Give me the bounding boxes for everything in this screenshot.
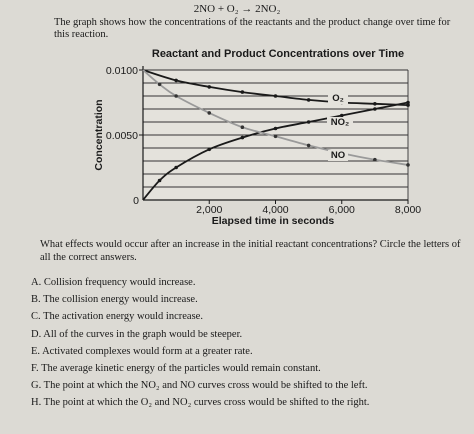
data-point-o2 — [307, 98, 311, 102]
x-axis-label: Elapsed time in seconds — [211, 215, 335, 227]
data-point-o2 — [174, 79, 178, 83]
series-label-o2: O₂ — [332, 93, 344, 104]
answer-choice[interactable] — [31, 343, 471, 360]
answer-choice[interactable] — [31, 360, 471, 377]
reaction-equation: 2NO + O₂ → 2NO₂ — [193, 3, 281, 15]
data-point-o2 — [274, 94, 278, 98]
data-point-o2 — [241, 90, 245, 94]
data-point-no2 — [274, 127, 278, 131]
x-tick-label: 0 — [133, 195, 139, 207]
choice-letter: H. — [31, 397, 44, 409]
data-point-no2 — [307, 120, 311, 124]
data-point-no2 — [158, 179, 162, 183]
answer-choices — [31, 274, 471, 412]
choice-text: The activation energy would increase. — [43, 311, 203, 323]
choice-text: All of the curves in the graph would be steeper. — [43, 328, 243, 340]
data-point-o2 — [207, 85, 211, 89]
y-tick-label: 0.0100 — [105, 65, 138, 77]
choice-text: The average kinetic energy of the particles would remain constant. — [41, 362, 321, 374]
intro-text: The graph shows how the concentrations of the reactants and the product change over time for this reaction. — [54, 17, 451, 40]
choice-letter: C. — [31, 311, 44, 323]
choice-letter: D. — [31, 328, 44, 340]
answer-choice[interactable] — [31, 308, 471, 325]
x-tick-label: 6,000 — [328, 204, 355, 216]
data-point-no — [274, 135, 278, 139]
data-point-no — [406, 163, 410, 167]
data-point-no2 — [207, 148, 211, 152]
choice-letter: F. — [31, 362, 42, 374]
choice-letter: G. — [31, 380, 44, 392]
choice-text: Collision frequency would increase. — [43, 277, 196, 288]
series-label-no: NO — [330, 150, 346, 161]
answer-choice[interactable] — [31, 274, 471, 291]
data-point-no2 — [406, 101, 410, 105]
choice-text: The point at which the NO₂ and NO curves cross would be shifted to the left. — [43, 380, 368, 392]
data-point-no — [158, 83, 162, 87]
choice-letter: A. — [31, 277, 44, 288]
data-point-o2 — [373, 102, 377, 106]
choice-letter: B. — [31, 294, 44, 306]
choice-letter: E. — [31, 345, 43, 357]
data-point-no — [207, 111, 211, 115]
data-point-no — [241, 125, 245, 129]
data-point-no2 — [241, 136, 245, 140]
question-text: What effects would occur after an increase in the initial reactant concentrations? Circle the letters of all the correct answers. — [40, 239, 461, 263]
choice-text: The point at which the O₂ and NO₂ curves cross would be shifted to the right. — [43, 397, 370, 409]
choice-text: The collision energy would increase. — [43, 294, 198, 306]
data-point-no — [174, 94, 178, 98]
y-tick-label: 0.0050 — [105, 130, 138, 142]
data-point-no2 — [373, 107, 377, 111]
answer-choice[interactable] — [31, 326, 471, 343]
data-point-no — [373, 158, 377, 162]
answer-choice[interactable] — [31, 394, 471, 411]
choice-text: Activated complexes would form at a greater rate. — [42, 345, 253, 357]
answer-choice[interactable] — [31, 377, 471, 394]
series-label-no2: NO₂ — [330, 117, 350, 128]
data-point-no2 — [174, 166, 178, 170]
data-point-no — [307, 144, 311, 148]
x-tick-label: 2,000 — [196, 204, 223, 216]
chart-title: Reactant and Product Concentrations over Time — [151, 48, 405, 60]
x-tick-label: 4,000 — [262, 204, 289, 216]
x-tick-label: 8,000 — [394, 204, 422, 216]
answer-choice[interactable] — [31, 291, 471, 308]
y-axis-label: Concentration — [93, 99, 105, 171]
